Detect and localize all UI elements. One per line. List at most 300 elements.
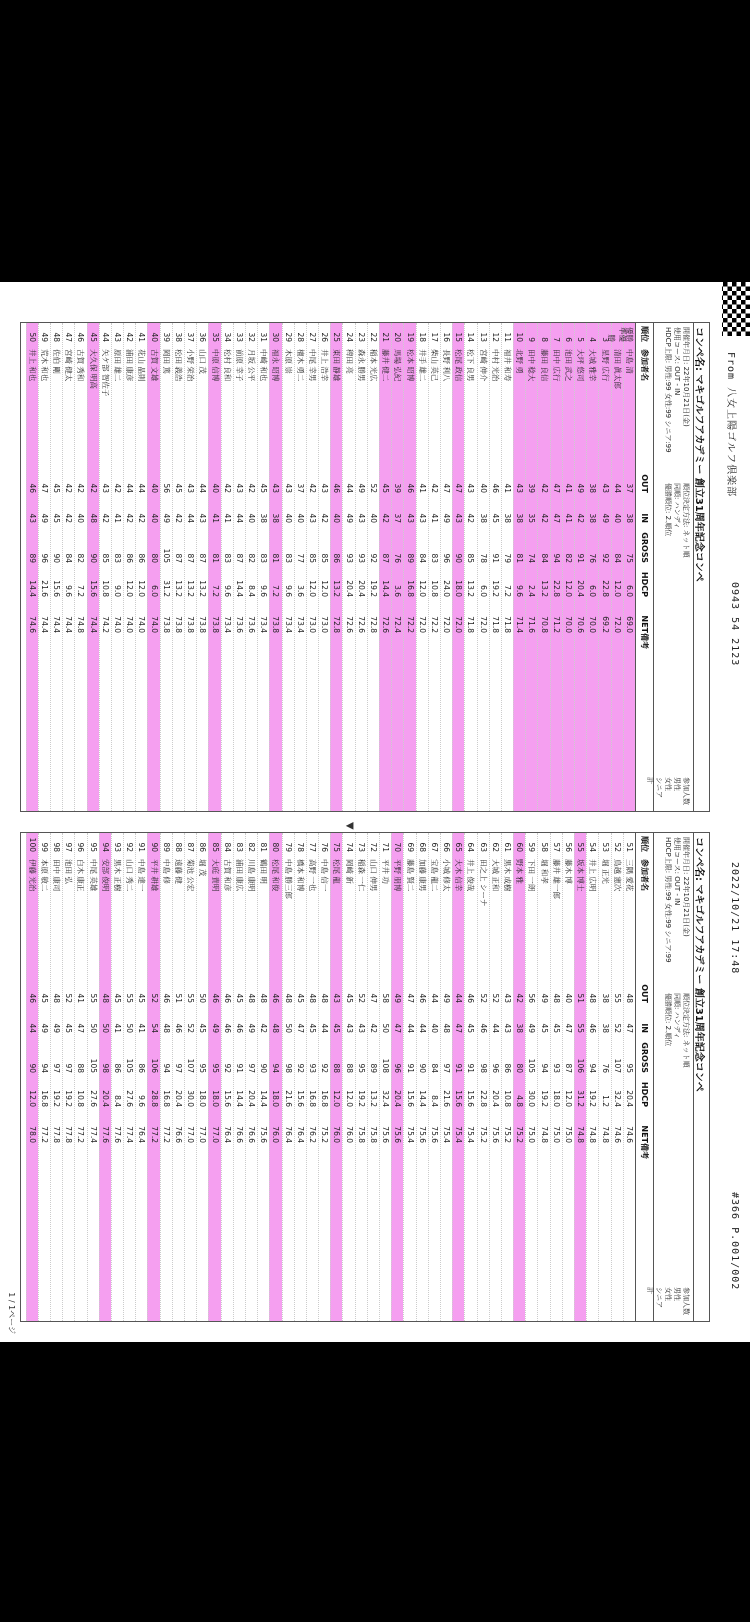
cell-hdcp: 27.6 <box>88 1090 98 1107</box>
cell-in: 43 <box>27 513 37 523</box>
cell-rank: 53 <box>600 842 610 852</box>
cell-gross: 106 <box>149 1058 159 1073</box>
table-row <box>562 833 574 1321</box>
header-in: IN <box>640 513 649 523</box>
cell-gross: 85 <box>100 553 110 563</box>
cell-name: 稗田 亮 <box>344 349 354 374</box>
cell-gross: 81 <box>515 553 525 563</box>
cell-net: 75.8 <box>356 1126 366 1143</box>
cell-hdcp: 20.4 <box>356 580 366 597</box>
cell-name: 木原 崇 <box>283 349 293 374</box>
cell-name: 田中 広行 <box>551 349 561 382</box>
cell-hdcp: 19.2 <box>356 1090 366 1107</box>
cell-gross: 76 <box>393 553 403 563</box>
cell-rank: 39 <box>161 332 171 342</box>
cell-rank: 28 <box>295 332 305 342</box>
cell-gross: 96 <box>490 1063 500 1073</box>
cell-in: 46 <box>222 1023 232 1033</box>
cell-in: 43 <box>503 1023 513 1033</box>
cell-rank: 45 <box>88 332 98 342</box>
cell-rank: 13 <box>478 332 488 342</box>
cell-net: 74.0 <box>113 616 123 633</box>
cell-out: 51 <box>576 993 586 1003</box>
cell-hdcp: 6.0 <box>624 585 634 597</box>
cell-hdcp: 7.2 <box>271 585 281 597</box>
cell-net: 69.2 <box>600 616 610 633</box>
cell-name: 本原 敏二 <box>39 859 49 892</box>
cell-in: 48 <box>88 513 98 523</box>
cell-net: 76.6 <box>173 1126 183 1143</box>
table-row <box>330 323 342 811</box>
cell-rank: 82 <box>247 842 257 852</box>
cell-gross: 92 <box>222 1063 232 1073</box>
cell-gross: 88 <box>344 1063 354 1073</box>
table-row <box>440 323 452 811</box>
cell-rank: 67 <box>429 842 439 852</box>
cell-net: 75.8 <box>368 1126 378 1143</box>
cell-hdcp: 20.4 <box>100 1090 110 1107</box>
cell-hdcp: 15.6 <box>222 1090 232 1107</box>
cell-gross: 84 <box>612 553 622 563</box>
header-rank: 順位 <box>640 326 649 342</box>
info-line: 順位決定方法: ネット順 <box>682 993 690 1068</box>
info-line: 開催年月日: 22年10月21日(金) <box>682 837 690 937</box>
cell-name: 中村 光治 <box>490 349 500 382</box>
cell-net: 76.4 <box>222 1126 232 1143</box>
cell-gross: 88 <box>332 1063 342 1073</box>
cell-rank: 83 <box>234 842 244 852</box>
cell-in: 46 <box>478 1023 488 1033</box>
cell-hdcp: 19.2 <box>539 1090 549 1107</box>
cell-rank: 17 <box>429 332 439 342</box>
cell-out: 39 <box>393 483 403 493</box>
cell-hdcp: 6.0 <box>149 585 159 597</box>
cell-name: 山口 秀二 <box>125 859 135 892</box>
cell-gross: 83 <box>259 553 269 563</box>
info-line: 使用コース: OUT - IN <box>673 327 681 396</box>
table-title: コンペ名: マキゴルフアカデミー 創立31周年記念コンペ <box>693 323 709 811</box>
cell-hdcp: 12.0 <box>125 580 135 597</box>
cell-out: 49 <box>442 993 452 1003</box>
cell-in: 40 <box>332 513 342 523</box>
cell-in: 42 <box>320 513 330 523</box>
cell-in: 54 <box>149 1023 159 1033</box>
header-out: OUT <box>640 474 649 493</box>
cell-hdcp: 32.4 <box>381 1090 391 1107</box>
cell-in: 50 <box>125 1023 135 1033</box>
cell-hdcp: 15.6 <box>52 580 62 597</box>
cell-name: 稲本 光広 <box>368 349 378 382</box>
cell-out: 58 <box>381 993 391 1003</box>
cell-out: 43 <box>600 483 610 493</box>
cell-hdcp: 14.4 <box>259 1090 269 1107</box>
cell-in: 43 <box>344 1023 354 1033</box>
cell-in: 44 <box>27 1023 37 1033</box>
cell-name: 中崎 和也 <box>259 349 269 382</box>
cell-rank: 4 <box>588 337 598 342</box>
cell-out: 46 <box>271 993 281 1003</box>
cell-in: 43 <box>417 513 427 523</box>
cell-gross: 82 <box>563 553 573 563</box>
cell-rank: 99 <box>39 842 49 852</box>
cell-out: 44 <box>454 993 464 1003</box>
cell-name: 加藤 康男 <box>417 859 427 892</box>
cell-hdcp: 28.8 <box>149 1090 159 1107</box>
table-row <box>233 323 245 811</box>
cell-gross: 81 <box>271 553 281 563</box>
cell-hdcp: 13.2 <box>173 580 183 597</box>
cell-rank: 25 <box>332 332 342 342</box>
cell-name: 大城 正和 <box>490 859 500 892</box>
table-row <box>379 833 391 1321</box>
cell-out: 45 <box>173 483 183 493</box>
table-row <box>62 833 74 1321</box>
table-body <box>26 833 635 1321</box>
cell-hdcp: 10.8 <box>429 580 439 597</box>
cell-gross: 76 <box>600 1063 610 1073</box>
cell-hdcp: 14.4 <box>381 580 391 597</box>
info-line: 使用コース: OUT - IN <box>673 837 681 906</box>
cell-net: 71.4 <box>515 616 525 633</box>
cell-gross: 84 <box>64 553 74 563</box>
cell-name: 田中 康司 <box>52 859 62 892</box>
cell-net: 74.0 <box>137 616 147 633</box>
cell-hdcp: 3.6 <box>295 585 305 597</box>
header-net: NET <box>640 1125 649 1143</box>
cell-name: 中島 達一 <box>137 859 147 892</box>
cell-out: 39 <box>527 483 537 493</box>
cell-hdcp: 21.6 <box>283 1090 293 1107</box>
cell-out: 46 <box>27 993 37 1003</box>
cell-in: 40 <box>247 513 257 523</box>
cell-name: 矢ケ部 智佐子 <box>100 349 110 397</box>
cell-net: 74.0 <box>125 616 135 633</box>
table-row <box>598 833 610 1321</box>
cell-hdcp: 16.8 <box>320 1090 330 1107</box>
cell-name: 馬場 弘紀 <box>393 349 403 382</box>
cell-rank: 87 <box>186 842 196 852</box>
cell-in: 41 <box>222 513 232 523</box>
cell-rank: 48 <box>52 332 62 342</box>
fax-from: From 八女上陽ゴルフ倶楽部 <box>725 352 736 498</box>
cell-name: 鶴田 明 <box>259 859 269 884</box>
cell-rank: 85 <box>210 842 220 852</box>
cell-out: 45 <box>344 993 354 1003</box>
cell-rank: 61 <box>503 842 513 852</box>
cell-out: 42 <box>222 483 232 493</box>
cell-rank: 50 <box>27 332 37 342</box>
cell-hdcp: 12.0 <box>27 1090 37 1107</box>
table-row <box>391 323 403 811</box>
table-row <box>306 323 318 811</box>
cell-out: 48 <box>320 993 330 1003</box>
cell-out: 51 <box>173 993 183 1003</box>
table-row <box>416 323 428 811</box>
cell-hdcp: 19.2 <box>368 580 378 597</box>
cell-out: 56 <box>161 483 171 493</box>
cell-gross: 88 <box>76 1063 86 1073</box>
table-row <box>391 833 403 1321</box>
cell-name: 松尾 和俊 <box>271 859 281 892</box>
cell-name: 藤井 健二 <box>381 349 391 382</box>
cell-rank: 26 <box>320 332 330 342</box>
cell-rank: 10 <box>515 332 525 342</box>
cell-rank: 51 <box>624 842 634 852</box>
cell-out: 46 <box>417 993 427 1003</box>
cell-out: 42 <box>539 483 549 493</box>
table-row <box>379 323 391 811</box>
cell-net: 76.0 <box>344 1126 354 1143</box>
cell-gross: 97 <box>64 1063 74 1073</box>
info-line: 男性 <box>673 777 681 791</box>
cell-rank: 56 <box>563 842 573 852</box>
cell-net: 75.6 <box>393 1126 403 1143</box>
cell-hdcp: 27.6 <box>125 1090 135 1107</box>
cell-out: 45 <box>39 993 49 1003</box>
cell-name: 川島 康明 <box>247 859 257 892</box>
cell-out: 42 <box>113 483 123 493</box>
fax-phone: 0943 54 2123 <box>729 582 740 667</box>
cell-gross: 85 <box>308 553 318 563</box>
cell-in: 38 <box>624 513 634 523</box>
cell-rank: 9 <box>527 337 537 342</box>
table-row <box>318 833 330 1321</box>
cell-name: 堀 茂 <box>198 859 208 877</box>
cell-in: 45 <box>332 1023 342 1033</box>
cell-gross: 97 <box>247 1063 257 1073</box>
cell-name: 清田 眞太郎 <box>612 349 622 389</box>
results-table-right <box>20 832 710 1322</box>
cell-out: 43 <box>320 483 330 493</box>
table-row <box>50 833 62 1321</box>
cell-gross: 75 <box>624 553 634 563</box>
cell-gross: 86 <box>503 1063 513 1073</box>
cell-name: 中尾 英雄 <box>88 859 98 892</box>
table-row <box>343 323 355 811</box>
cell-in: 47 <box>551 513 561 523</box>
cell-name: 井上 浩幸 <box>320 349 330 382</box>
cell-name: 藤田 良信 <box>539 349 549 382</box>
cell-out: 52 <box>368 483 378 493</box>
cell-name: 藤島 賢二 <box>405 859 415 892</box>
cell-out: 47 <box>442 483 452 493</box>
cell-gross: 96 <box>442 553 452 563</box>
cell-in: 44 <box>320 1023 330 1033</box>
cell-out: 42 <box>515 993 525 1003</box>
cell-out: 56 <box>527 993 537 1003</box>
cell-hdcp: 9.6 <box>137 1095 147 1107</box>
cell-in: 40 <box>149 513 159 523</box>
cell-out: 41 <box>503 483 513 493</box>
cell-rank: 43 <box>113 332 123 342</box>
cell-in: 44 <box>186 513 196 523</box>
cell-rank: 65 <box>454 842 464 852</box>
cell-in: 40 <box>283 513 293 523</box>
cell-name: 大久保 明高 <box>88 349 98 389</box>
cell-name: 宝島 龍二 <box>429 859 439 892</box>
cell-gross: 105 <box>88 1058 98 1073</box>
cell-out: 46 <box>490 483 500 493</box>
cell-in: 52 <box>612 1023 622 1033</box>
cell-hdcp: 1.2 <box>600 1095 610 1107</box>
cell-net: 75.4 <box>466 1126 476 1143</box>
cell-in: 42 <box>539 513 549 523</box>
table-row <box>513 833 525 1321</box>
cell-in: 47 <box>295 1023 305 1033</box>
info-line: HDCP上限: 男性:99 女性:99 シニア:99 <box>664 837 672 963</box>
table-row <box>355 833 367 1321</box>
cell-in: 42 <box>381 513 391 523</box>
cell-gross: 106 <box>576 1058 586 1073</box>
cell-rank: 81 <box>259 842 269 852</box>
cell-hdcp: 18.0 <box>454 580 464 597</box>
cell-gross: 83 <box>429 553 439 563</box>
table-row <box>148 833 160 1321</box>
cell-in: 40 <box>368 513 378 523</box>
cell-name: 井上 広明 <box>588 859 598 892</box>
cell-rank: 18 <box>417 332 427 342</box>
cell-name: 柴山 英己 <box>429 349 439 382</box>
cell-net: 77.0 <box>186 1126 196 1143</box>
cell-out: 43 <box>271 483 281 493</box>
cell-out: 49 <box>576 483 586 493</box>
cell-hdcp: 9.6 <box>515 585 525 597</box>
cell-net: 69.0 <box>624 616 634 633</box>
cell-net: 77.0 <box>198 1126 208 1143</box>
cell-in: 49 <box>210 1023 220 1033</box>
cell-gross: 91 <box>466 1063 476 1073</box>
cell-gross: 84 <box>539 553 549 563</box>
cell-gross: 76 <box>588 553 598 563</box>
table-row <box>623 833 635 1321</box>
cell-gross: 86 <box>113 1063 123 1073</box>
table-row <box>294 323 306 811</box>
cell-name: 鳥越 憲次 <box>612 859 622 892</box>
cell-gross: 93 <box>551 1063 561 1073</box>
cell-in: 42 <box>100 513 110 523</box>
cell-rank: 95 <box>88 842 98 852</box>
table-body <box>26 323 635 811</box>
cell-rank: 8 <box>539 337 549 342</box>
cell-gross: 90 <box>52 553 62 563</box>
cell-out: 44 <box>198 483 208 493</box>
cell-name: 遠藤 健 <box>173 859 183 884</box>
cell-rank: 33 <box>234 332 244 342</box>
fax-page-code: #366 P.001/002 <box>729 1192 740 1291</box>
cell-gross: 97 <box>442 1063 452 1073</box>
cell-out: 43 <box>100 483 110 493</box>
cell-out: 42 <box>88 483 98 493</box>
cell-name: 森永 勝男 <box>356 349 366 382</box>
cell-net: 78.0 <box>27 1126 37 1143</box>
cell-out: 55 <box>186 993 196 1003</box>
fax-datetime: 2022/10/21 17:48 <box>729 862 740 975</box>
cell-in: 50 <box>100 1023 110 1033</box>
cell-hdcp: 12.0 <box>563 580 573 597</box>
cell-out: 52 <box>478 993 488 1003</box>
table-row <box>26 833 38 1321</box>
cell-net: 71.8 <box>503 616 513 633</box>
cell-name: 松尾 龍 <box>332 859 342 884</box>
cell-hdcp: 30.0 <box>527 1090 537 1107</box>
table-row <box>538 323 550 811</box>
cell-name: 古賀 文雄 <box>149 349 159 382</box>
cell-gross: 95 <box>624 1063 634 1073</box>
cell-gross: 81 <box>210 553 220 563</box>
cell-gross: 87 <box>198 553 208 563</box>
table-row <box>245 323 257 811</box>
cell-rank: 40 <box>149 332 159 342</box>
cell-rank: 88 <box>173 842 183 852</box>
cell-net: 74.6 <box>624 1126 634 1143</box>
cell-rank: 89 <box>161 842 171 852</box>
cell-name: 堀 正光 <box>600 859 610 884</box>
cell-in: 41 <box>137 1023 147 1033</box>
cell-name: 橋本 和博 <box>295 859 305 892</box>
cell-hdcp: 15.6 <box>466 1090 476 1107</box>
cell-rank: 91 <box>137 842 147 852</box>
cell-name: 中島 修 <box>161 859 171 884</box>
cell-gross: 86 <box>125 553 135 563</box>
cell-net: 74.8 <box>600 1126 610 1143</box>
cell-out: 55 <box>88 993 98 1003</box>
cell-gross: 92 <box>320 1063 330 1073</box>
table-row <box>294 833 306 1321</box>
cell-net: 72.0 <box>417 616 427 633</box>
cell-net: 75.2 <box>515 1126 525 1143</box>
cell-hdcp: 19.2 <box>64 1090 74 1107</box>
cell-rank: 63 <box>478 842 488 852</box>
cell-out: 55 <box>125 993 135 1003</box>
cell-in: 38 <box>478 513 488 523</box>
table-row <box>257 833 269 1321</box>
info-line: シニア <box>655 777 663 798</box>
cell-gross: 91 <box>490 553 500 563</box>
table-row <box>452 833 464 1321</box>
cell-name: 中尾 幸男 <box>308 349 318 382</box>
cell-gross: 97 <box>173 1063 183 1073</box>
cell-rank: 15 <box>454 332 464 342</box>
table-row <box>184 323 196 811</box>
cell-net: 73.8 <box>161 616 171 633</box>
cell-in: 38 <box>588 513 598 523</box>
cell-name: 白木 康正 <box>76 859 86 892</box>
cell-in: 41 <box>563 513 573 523</box>
header-gross: GROSS <box>640 1042 649 1073</box>
cell-hdcp: 15.6 <box>295 1090 305 1107</box>
cell-name: 松本 昭博 <box>405 349 415 382</box>
cell-rank: 66 <box>442 842 452 852</box>
cell-in: 49 <box>52 1023 62 1033</box>
cell-name: 北野 勇 <box>515 349 525 374</box>
cell-hdcp: 16.8 <box>308 1090 318 1107</box>
cell-hdcp: 18.0 <box>271 1090 281 1107</box>
table-row <box>208 833 220 1321</box>
cell-name: 野本 雅 <box>515 859 525 884</box>
cell-net: 71.6 <box>527 616 537 633</box>
table-row <box>38 833 50 1321</box>
table-row <box>172 833 184 1321</box>
cell-name: 伊藤 光治 <box>27 859 37 892</box>
cell-gross: 85 <box>320 553 330 563</box>
cell-hdcp: 22.8 <box>478 1090 488 1107</box>
cell-net: 73.8 <box>173 616 183 633</box>
cell-rank: 27 <box>308 332 318 342</box>
table-row <box>26 323 38 811</box>
cell-in: 35 <box>527 513 537 523</box>
cell-in: 43 <box>356 513 366 523</box>
cell-gross: 95 <box>356 1063 366 1073</box>
